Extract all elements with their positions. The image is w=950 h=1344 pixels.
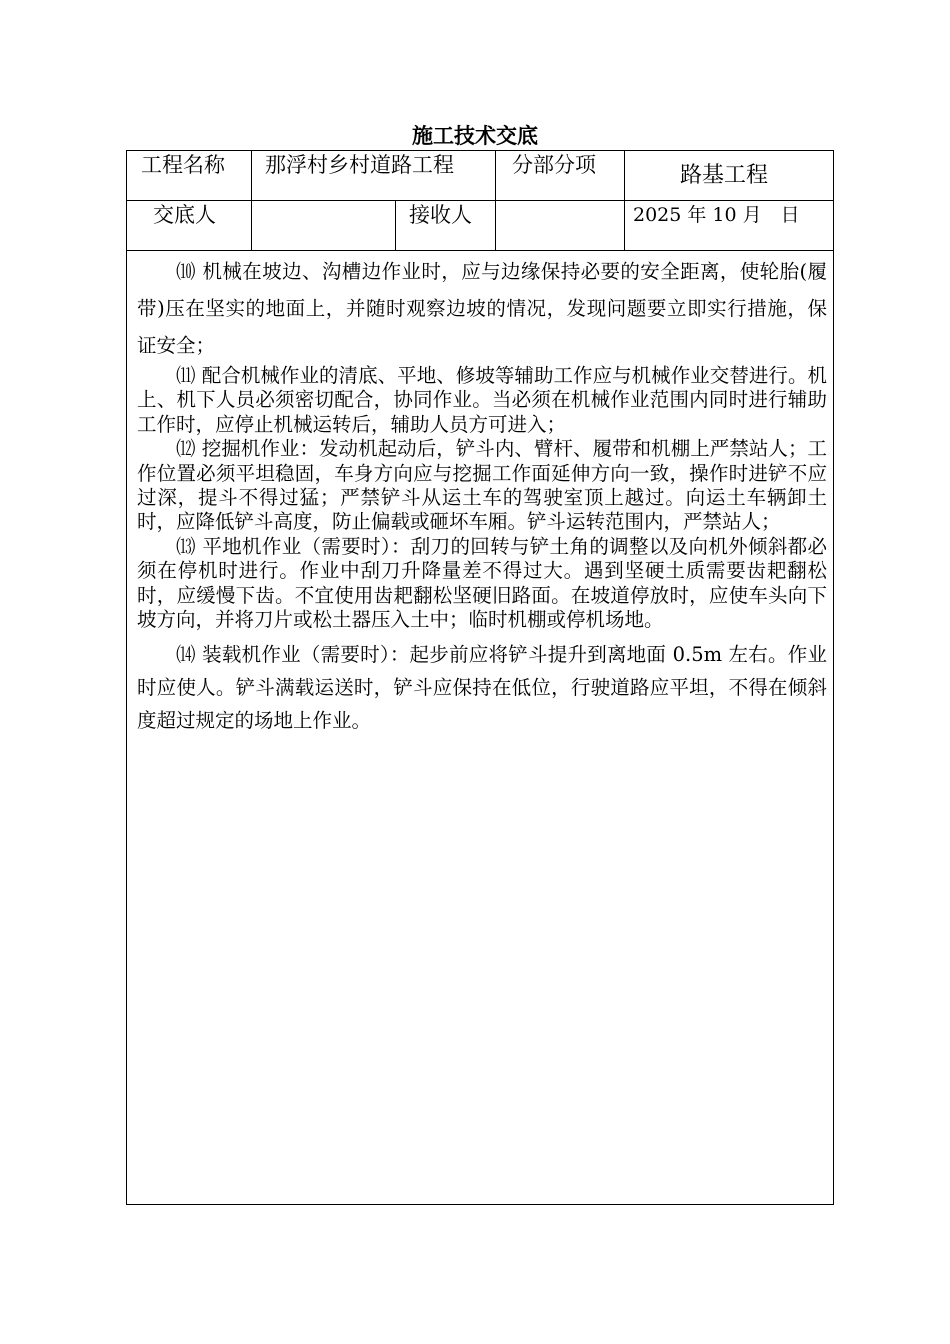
document-title: 施工技术交底 [412,123,538,148]
col-divider-r2-a [251,200,252,250]
division-value: 路基工程 [680,163,769,188]
col-divider-r1-c [624,151,625,200]
col-divider-r1-b [495,151,496,200]
paragraph-13: ⒀ 平地机作业（需要时）：刮刀的回转与铲土角的调整以及向机外倾斜都必须在停机时进行。作业中刮刀升降量差不得过大。遇到坚硬土质需要齿耙翻松时，应缓慢下齿。不宜使用齿耙翻松坚硬旧路面。在坡道停放时，应使车头向下坡方向，并将刀片或松土器压入土中；临时机棚或停机场地。 [137,534,827,632]
col-divider-r2-b [395,200,396,250]
disclosure-date: 2025 年 10 月 日 [633,204,800,226]
paragraph-12: ⑿ 挖掘机作业：发动机起动后，铲斗内、臂杆、履带和机棚上严禁站人；工作位置必须平坦稳固，车身方向应与挖掘工作面延伸方向一致，操作时进铲不应过深，提斗不得过猛；严禁铲斗从运土车的驾驶室顶上越过。向运土车辆卸土时，应降低铲斗高度，防止偏载或砸坏车厢。铲斗运转范围内，严禁站人； [137,437,827,534]
col-divider-r2-c [495,200,496,250]
project-name-value: 那浮村乡村道路工程 [265,153,454,177]
paragraph-10: ⑽ 机械在坡边、沟槽边作业时，应与边缘保持必要的安全距离，使轮胎(履带)压在坚实的地面上，并随时观察边坡的情况，发现问题要立即实行措施，保证安全； [137,260,827,357]
discloser-label: 交底人 [153,203,216,227]
row-divider-2 [127,250,833,251]
division-label: 分部分项 [512,153,596,177]
receiver-label: 接收人 [409,203,472,227]
row-divider-1 [127,200,833,201]
paragraph-14: ⒁ 装载机作业（需要时）：起步前应将铲斗提升到离地面 0.5m 左右。作业时应使人。铲斗满载运送时，铲斗应保持在低位，行驶道路应平坦，不得在倾斜度超过规定的场地上作业。 [137,643,827,733]
paragraph-11: ⑾ 配合机械作业的清底、平地、修坡等辅助工作应与机械作业交替进行。机上、机下人员必须密切配合，协同作业。当必须在机械作业范围内同时进行辅助工作时，应停止机械运转后，辅助人员方可进入； [137,364,827,436]
col-divider-r1-a [251,151,252,200]
project-name-label: 工程名称 [141,153,225,177]
disclosure-content [137,253,827,737]
disclosure-table [126,150,834,1205]
col-divider-r2-d [624,200,625,250]
